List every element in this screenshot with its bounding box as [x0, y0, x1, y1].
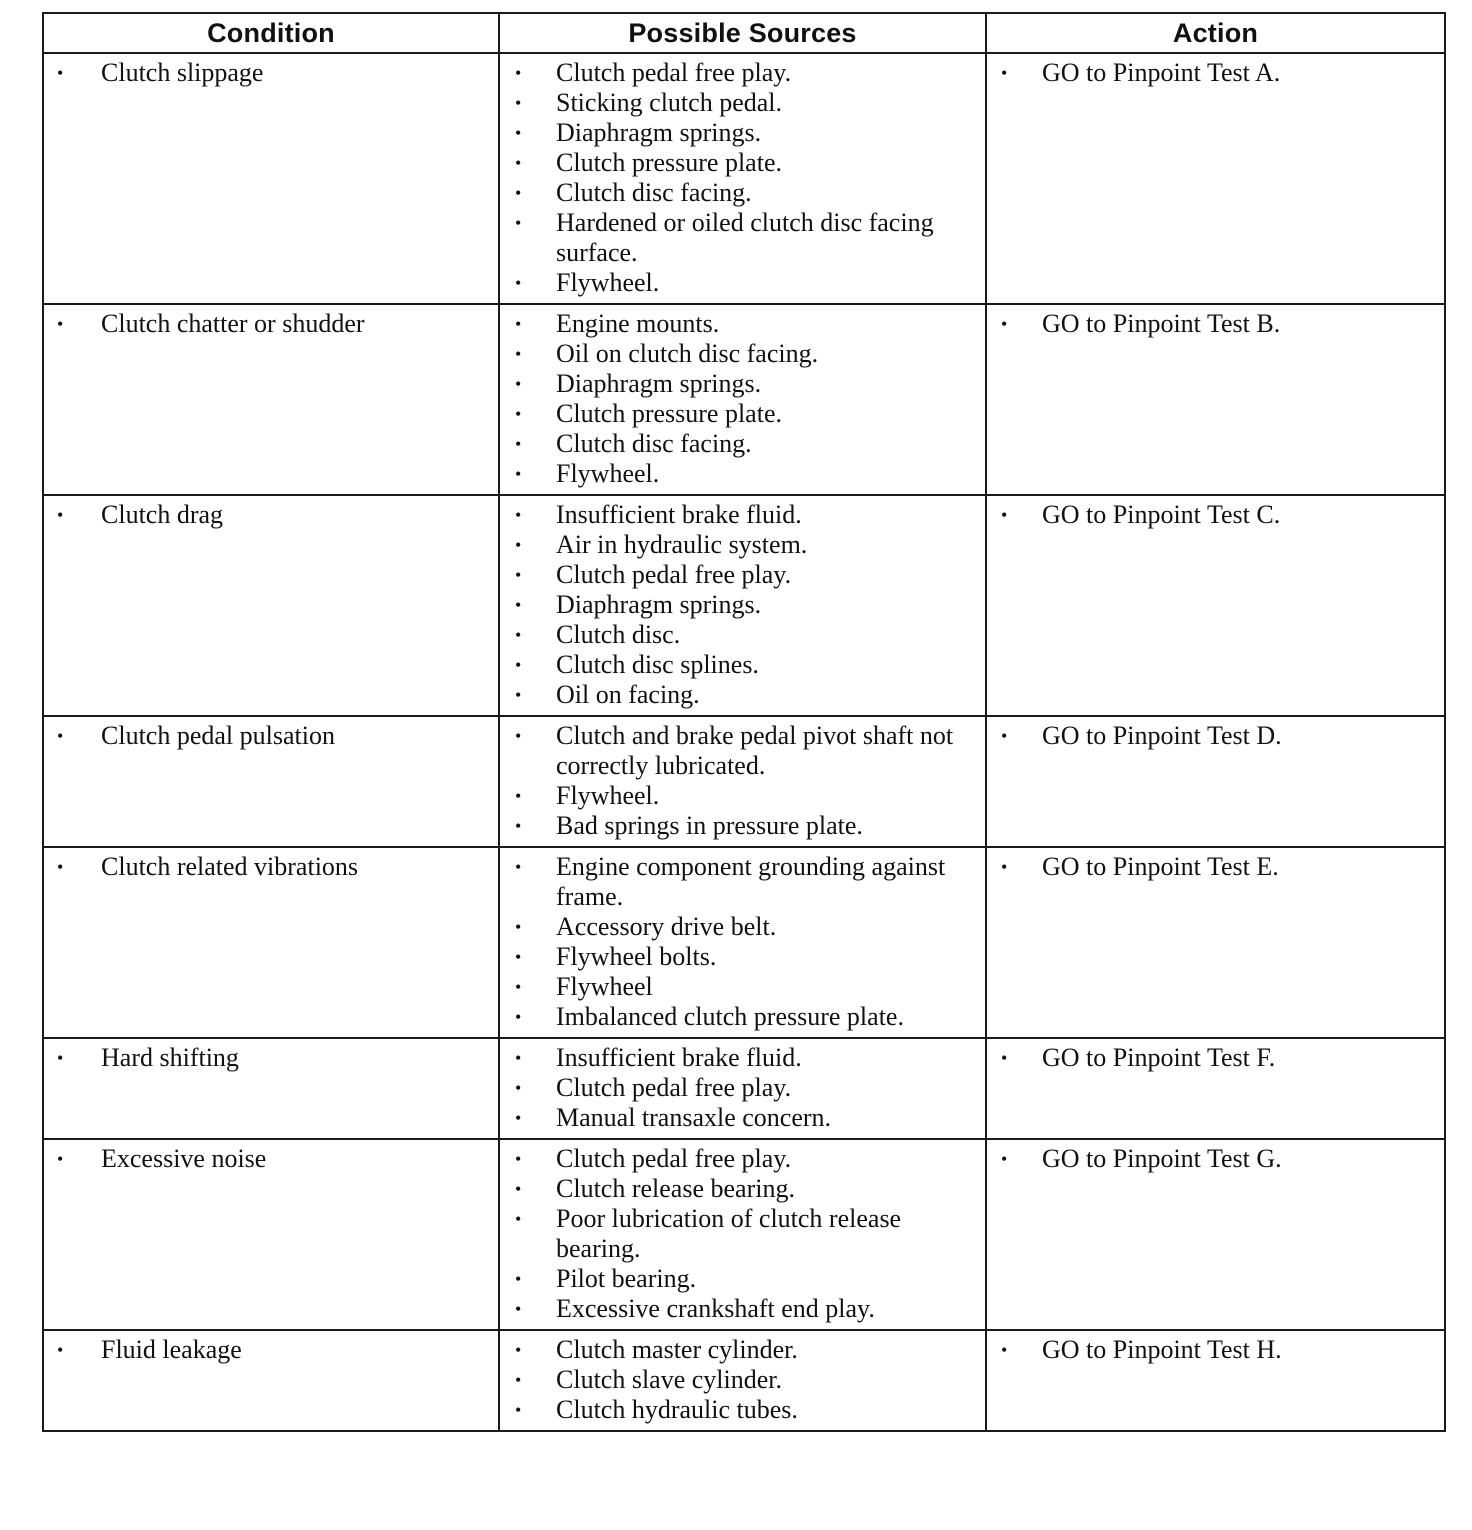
condition-list	[44, 717, 498, 756]
source-item	[500, 721, 985, 781]
action-list	[987, 1331, 1444, 1370]
condition-text: Hard shifting	[101, 1043, 239, 1072]
condition-list	[44, 848, 498, 887]
bullet-icon: •	[515, 977, 522, 997]
source-text: Clutch disc facing.	[556, 429, 752, 458]
action-text: GO to Pinpoint Test H.	[1042, 1335, 1282, 1364]
bullet-icon: •	[515, 213, 522, 233]
header-possible-sources: Possible Sources	[499, 13, 986, 53]
action-cell	[986, 1139, 1445, 1330]
bullet-icon: •	[515, 917, 522, 937]
bullet-icon: •	[57, 314, 64, 334]
action-text: GO to Pinpoint Test G.	[1042, 1144, 1282, 1173]
source-item	[500, 268, 985, 298]
bullet-icon: •	[515, 655, 522, 675]
bullet-icon: •	[515, 816, 522, 836]
condition-text: Clutch related vibrations	[101, 852, 359, 881]
source-item	[500, 852, 985, 912]
table-row	[43, 1038, 1445, 1139]
table-row	[43, 495, 1445, 716]
action-text: GO to Pinpoint Test D.	[1042, 721, 1282, 750]
condition-list	[44, 496, 498, 535]
bullet-icon: •	[57, 63, 64, 83]
source-text: Excessive crankshaft end play.	[556, 1294, 875, 1323]
table-row	[43, 847, 1445, 1038]
source-text: Clutch disc splines.	[556, 650, 759, 679]
source-item	[500, 1103, 985, 1133]
condition-text: Clutch slippage	[101, 58, 264, 87]
bullet-icon: •	[515, 314, 522, 334]
source-text: Clutch pressure plate.	[556, 399, 782, 428]
source-item	[500, 560, 985, 590]
source-item	[500, 399, 985, 429]
bullet-icon: •	[1001, 1340, 1008, 1360]
condition-text: Clutch chatter or shudder	[101, 309, 365, 338]
source-text: Clutch pedal free play.	[556, 1144, 792, 1173]
source-item	[500, 369, 985, 399]
source-text: Clutch hydraulic tubes.	[556, 1395, 798, 1424]
source-item	[500, 1365, 985, 1395]
condition-item	[44, 1335, 498, 1365]
bullet-icon: •	[57, 857, 64, 877]
bullet-icon: •	[515, 565, 522, 585]
source-item	[500, 530, 985, 560]
action-list	[987, 1140, 1444, 1179]
source-text: Oil on facing.	[556, 680, 700, 709]
sources-list	[500, 717, 985, 846]
bullet-icon: •	[515, 1299, 522, 1319]
diagnosis-table-container	[42, 12, 1444, 1432]
source-text: Clutch disc facing.	[556, 178, 752, 207]
source-item	[500, 178, 985, 208]
action-text: GO to Pinpoint Test A.	[1042, 58, 1281, 87]
bullet-icon: •	[515, 1269, 522, 1289]
condition-item	[44, 500, 498, 530]
action-list	[987, 848, 1444, 887]
bullet-icon: •	[1001, 1048, 1008, 1068]
bullet-icon: •	[515, 434, 522, 454]
sources-list	[500, 496, 985, 715]
action-cell	[986, 304, 1445, 495]
bullet-icon: •	[515, 1149, 522, 1169]
source-text: Engine mounts.	[556, 309, 720, 338]
source-text: Flywheel.	[556, 781, 660, 810]
bullet-icon: •	[515, 1370, 522, 1390]
bullet-icon: •	[515, 93, 522, 113]
table-header	[43, 13, 1445, 53]
action-cell	[986, 716, 1445, 847]
possible-sources-cell	[499, 53, 986, 304]
source-text: Poor lubrication of clutch release bearing.	[556, 1204, 902, 1263]
table-row	[43, 53, 1445, 304]
source-item	[500, 309, 985, 339]
source-text: Clutch master cylinder.	[556, 1335, 798, 1364]
bullet-icon: •	[515, 1340, 522, 1360]
source-item	[500, 500, 985, 530]
source-text: Clutch and brake pedal pivot shaft not correctly lubricated.	[556, 721, 954, 780]
table-row	[43, 1330, 1445, 1431]
source-item	[500, 429, 985, 459]
source-item	[500, 1264, 985, 1294]
source-text: Diaphragm springs.	[556, 369, 762, 398]
source-text: Oil on clutch disc facing.	[556, 339, 819, 368]
source-item	[500, 1002, 985, 1032]
source-text: Flywheel.	[556, 459, 660, 488]
action-list	[987, 54, 1444, 93]
action-item	[987, 1144, 1444, 1174]
possible-sources-cell	[499, 716, 986, 847]
condition-list	[44, 305, 498, 344]
bullet-icon: •	[515, 183, 522, 203]
action-list	[987, 717, 1444, 756]
bullet-icon: •	[515, 344, 522, 364]
action-text: GO to Pinpoint Test B.	[1042, 309, 1281, 338]
condition-cell	[43, 1330, 499, 1431]
action-text: GO to Pinpoint Test F.	[1042, 1043, 1276, 1072]
condition-item	[44, 852, 498, 882]
source-item	[500, 620, 985, 650]
source-item	[500, 339, 985, 369]
source-text: Bad springs in pressure plate.	[556, 811, 863, 840]
source-item	[500, 459, 985, 489]
condition-cell	[43, 495, 499, 716]
action-text: GO to Pinpoint Test C.	[1042, 500, 1281, 529]
source-text: Clutch disc.	[556, 620, 681, 649]
source-text: Insufficient brake fluid.	[556, 1043, 802, 1072]
action-text: GO to Pinpoint Test E.	[1042, 852, 1279, 881]
action-cell	[986, 53, 1445, 304]
bullet-icon: •	[515, 123, 522, 143]
action-item	[987, 1335, 1444, 1365]
action-item	[987, 58, 1444, 88]
source-item	[500, 972, 985, 1002]
source-text: Sticking clutch pedal.	[556, 88, 783, 117]
bullet-icon: •	[515, 685, 522, 705]
action-list	[987, 1039, 1444, 1078]
condition-cell	[43, 847, 499, 1038]
bullet-icon: •	[515, 595, 522, 615]
bullet-icon: •	[515, 1078, 522, 1098]
bullet-icon: •	[515, 505, 522, 525]
sources-list	[500, 305, 985, 494]
diagnosis-table	[42, 12, 1446, 1432]
bullet-icon: •	[515, 726, 522, 746]
condition-list	[44, 1331, 498, 1370]
action-item	[987, 852, 1444, 882]
condition-text: Clutch drag	[101, 500, 224, 529]
source-item	[500, 88, 985, 118]
bullet-icon: •	[515, 1209, 522, 1229]
header-row	[43, 13, 1445, 53]
sources-list	[500, 1140, 985, 1329]
source-text: Diaphragm springs.	[556, 118, 762, 147]
header-action: Action	[986, 13, 1445, 53]
action-cell	[986, 495, 1445, 716]
source-item	[500, 208, 985, 268]
source-text: Flywheel	[556, 972, 653, 1001]
table-row	[43, 1139, 1445, 1330]
bullet-icon: •	[515, 947, 522, 967]
bullet-icon: •	[515, 153, 522, 173]
bullet-icon: •	[515, 857, 522, 877]
possible-sources-cell	[499, 304, 986, 495]
bullet-icon: •	[1001, 857, 1008, 877]
action-cell	[986, 1330, 1445, 1431]
action-cell	[986, 1038, 1445, 1139]
source-text: Clutch pedal free play.	[556, 58, 792, 87]
bullet-icon: •	[515, 273, 522, 293]
source-text: Insufficient brake fluid.	[556, 500, 802, 529]
source-text: Diaphragm springs.	[556, 590, 762, 619]
sources-list	[500, 54, 985, 303]
source-item	[500, 680, 985, 710]
condition-text: Fluid leakage	[101, 1335, 242, 1364]
source-item	[500, 650, 985, 680]
source-text: Manual transaxle concern.	[556, 1103, 832, 1132]
source-item	[500, 942, 985, 972]
bullet-icon: •	[57, 1340, 64, 1360]
source-text: Clutch pedal free play.	[556, 560, 792, 589]
action-list	[987, 305, 1444, 344]
condition-cell	[43, 716, 499, 847]
table-row	[43, 304, 1445, 495]
condition-list	[44, 54, 498, 93]
possible-sources-cell	[499, 1330, 986, 1431]
possible-sources-cell	[499, 495, 986, 716]
source-item	[500, 1395, 985, 1425]
bullet-icon: •	[57, 1149, 64, 1169]
condition-cell	[43, 1038, 499, 1139]
bullet-icon: •	[515, 1048, 522, 1068]
action-list	[987, 496, 1444, 535]
source-text: Clutch pressure plate.	[556, 148, 782, 177]
source-item	[500, 781, 985, 811]
source-text: Pilot bearing.	[556, 1264, 697, 1293]
bullet-icon: •	[1001, 63, 1008, 83]
bullet-icon: •	[57, 505, 64, 525]
bullet-icon: •	[515, 404, 522, 424]
possible-sources-cell	[499, 1038, 986, 1139]
bullet-icon: •	[515, 63, 522, 83]
condition-cell	[43, 304, 499, 495]
sources-list	[500, 1039, 985, 1138]
bullet-icon: •	[515, 535, 522, 555]
source-item	[500, 1174, 985, 1204]
bullet-icon: •	[515, 1179, 522, 1199]
condition-list	[44, 1039, 498, 1078]
source-item	[500, 912, 985, 942]
source-item	[500, 58, 985, 88]
source-text: Accessory drive belt.	[556, 912, 777, 941]
source-item	[500, 1144, 985, 1174]
bullet-icon: •	[515, 374, 522, 394]
condition-item	[44, 1043, 498, 1073]
source-item	[500, 1335, 985, 1365]
action-item	[987, 1043, 1444, 1073]
bullet-icon: •	[515, 1007, 522, 1027]
source-text: Imbalanced clutch pressure plate.	[556, 1002, 904, 1031]
source-item	[500, 590, 985, 620]
sources-list	[500, 1331, 985, 1430]
source-item	[500, 1204, 985, 1264]
source-text: Flywheel.	[556, 268, 660, 297]
bullet-icon: •	[515, 625, 522, 645]
condition-item	[44, 58, 498, 88]
table-body	[43, 53, 1445, 1431]
action-item	[987, 309, 1444, 339]
action-item	[987, 721, 1444, 751]
action-cell	[986, 847, 1445, 1038]
bullet-icon: •	[1001, 1149, 1008, 1169]
source-text: Hardened or oiled clutch disc facing surface.	[556, 208, 934, 267]
header-condition: Condition	[43, 13, 499, 53]
bullet-icon: •	[1001, 314, 1008, 334]
action-item	[987, 500, 1444, 530]
condition-text: Clutch pedal pulsation	[101, 721, 335, 750]
bullet-icon: •	[515, 464, 522, 484]
condition-cell	[43, 1139, 499, 1330]
bullet-icon: •	[515, 786, 522, 806]
condition-item	[44, 1144, 498, 1174]
bullet-icon: •	[1001, 505, 1008, 525]
condition-item	[44, 309, 498, 339]
source-text: Clutch pedal free play.	[556, 1073, 792, 1102]
bullet-icon: •	[515, 1400, 522, 1420]
source-item	[500, 1043, 985, 1073]
condition-list	[44, 1140, 498, 1179]
source-item	[500, 811, 985, 841]
bullet-icon: •	[1001, 726, 1008, 746]
condition-text: Excessive noise	[101, 1144, 267, 1173]
possible-sources-cell	[499, 847, 986, 1038]
table-row	[43, 716, 1445, 847]
source-item	[500, 1294, 985, 1324]
source-item	[500, 148, 985, 178]
bullet-icon: •	[57, 1048, 64, 1068]
bullet-icon: •	[515, 1108, 522, 1128]
source-text: Engine component grounding against frame.	[556, 852, 946, 911]
condition-cell	[43, 53, 499, 304]
source-item	[500, 1073, 985, 1103]
source-text: Flywheel bolts.	[556, 942, 717, 971]
source-item	[500, 118, 985, 148]
source-text: Air in hydraulic system.	[556, 530, 808, 559]
bullet-icon: •	[57, 726, 64, 746]
possible-sources-cell	[499, 1139, 986, 1330]
condition-item	[44, 721, 498, 751]
source-text: Clutch slave cylinder.	[556, 1365, 783, 1394]
source-text: Clutch release bearing.	[556, 1174, 795, 1203]
sources-list	[500, 848, 985, 1037]
